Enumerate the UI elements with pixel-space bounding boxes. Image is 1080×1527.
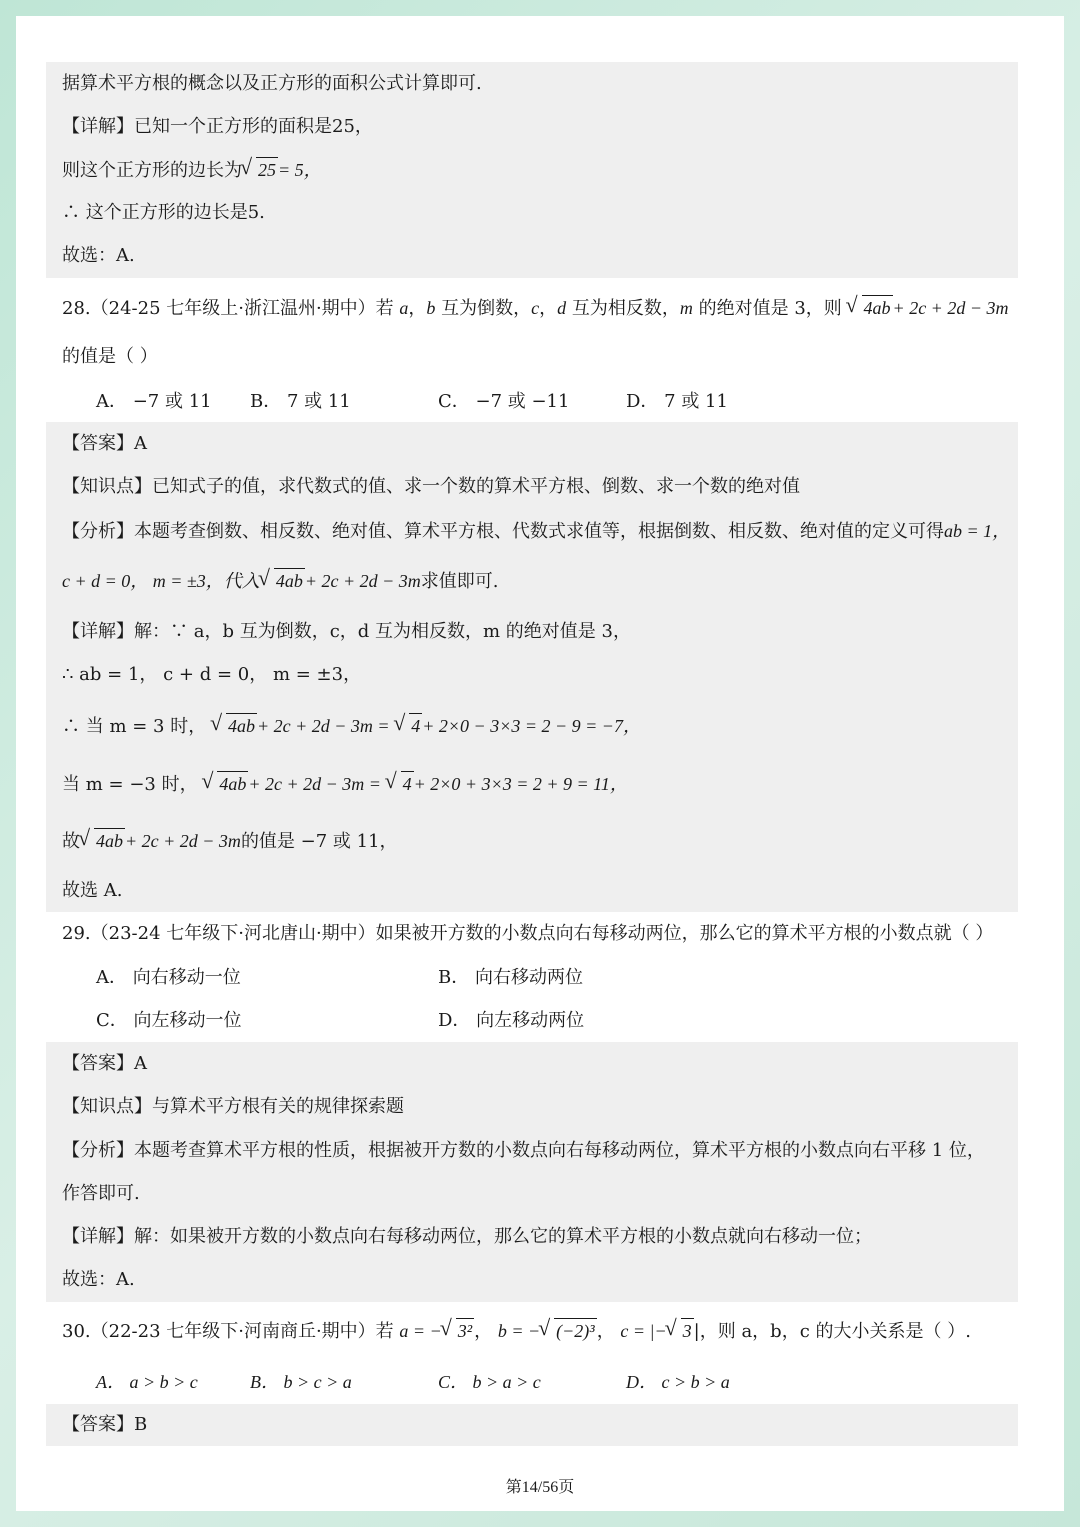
text-span: 则这个正方形的边长为 (62, 160, 242, 181)
sqrt-expression (80, 827, 125, 855)
option-b: B． 向右移动两位 (438, 967, 583, 988)
text-span: ， (539, 298, 558, 319)
answer-line: 【答案】A (62, 1053, 147, 1074)
text-span: 互为相反数， (571, 298, 680, 319)
detail-line: ∴ ab = 1， c + d = 0， m = ±3， (62, 664, 362, 685)
text-line: ∴ 这个正方形的边长是5. (62, 202, 265, 223)
knowledge-line: 【知识点】已知式子的值，求代数式的值、求一个数的算术平方根、倒数、求一个数的绝对值 (62, 476, 800, 497)
math-text: + 2c + 2d − 3m (304, 571, 421, 591)
math-text: c = |− (620, 1321, 667, 1341)
solution-block-29 (46, 1042, 1018, 1302)
solution-block-30 (46, 1404, 1018, 1446)
detail-line: 故选：A. (62, 1269, 135, 1290)
knowledge-line: 【知识点】与算术平方根有关的规律探索题 (62, 1096, 404, 1117)
text-span: 28.（24-25 七年级上·浙江温州·期中）若 (62, 298, 394, 319)
text-span: 的绝对值是 3，则 (698, 298, 842, 319)
option-b: B． 7 或 11 (250, 391, 351, 412)
math-text: + 2c + 2d − 3m = (248, 774, 381, 794)
detail-line (62, 712, 641, 741)
math-text: ab = 1， (944, 521, 1011, 541)
analysis-line (62, 517, 1010, 546)
text-span: |，则 a，b，c 的大小关系是（ ）. (693, 1321, 971, 1342)
text-span: 互为倒数， (441, 298, 532, 319)
sqrt-expression (667, 1317, 694, 1345)
math-var: b (426, 298, 436, 318)
radicand: 4ab (94, 828, 125, 853)
math-var: c (531, 298, 540, 318)
math-text: a = − (399, 1321, 442, 1341)
text-line (62, 156, 322, 185)
math-text: + 2c + 2d − 3m (125, 831, 241, 851)
sqrt-expression (260, 567, 305, 595)
detail-line: 【详解】解：∵ a，b 互为倒数，c，d 互为相反数，m 的绝对值是 3， (62, 621, 631, 642)
text-span: ， (408, 298, 427, 319)
option-c: C． −7 或 −11 (438, 391, 570, 412)
question-28-stem-cont: 的值是（ ） (62, 346, 158, 367)
sqrt-expression (442, 1317, 474, 1345)
radicand: 3 (681, 1318, 694, 1343)
radicand: 4ab (226, 713, 257, 738)
math-text: = 5， (278, 160, 322, 180)
answer-line: 【答案】B (62, 1414, 148, 1435)
option-d: D． c > b > a (626, 1372, 730, 1392)
option-d: D． 7 或 11 (626, 391, 728, 412)
detail-line: 故选 A. (62, 880, 123, 901)
option-c: C． b > a > c (438, 1372, 541, 1392)
option-c: C． 向左移动一位 (96, 1010, 242, 1031)
analysis-line: 【分析】本题考查算术平方根的性质，根据被开方数的小数点向右每移动两位，算术平方根的小数点向右平移 1 位， (62, 1140, 985, 1161)
text-span: 30.（22-23 七年级下·河南商丘·期中）若 (62, 1321, 394, 1342)
detail-line (62, 827, 398, 856)
question-28-stem (62, 294, 1008, 323)
question-30-stem (62, 1317, 971, 1346)
math-text: + 2c + 2d − 3m (892, 298, 1009, 318)
radicand: (−2)³ (554, 1318, 597, 1343)
sqrt-expression (395, 712, 422, 740)
answer-line: 【答案】A (62, 433, 147, 454)
analysis-line: 作答即可. (62, 1183, 140, 1204)
sqrt-expression (242, 156, 278, 184)
option-a: A． −7 或 11 (96, 391, 212, 412)
text-span: ， (474, 1321, 493, 1342)
radicand: 4 (409, 713, 422, 738)
math-text: + 2×0 + 3×3 = 2 + 9 = 11， (413, 774, 628, 794)
option-b: B． b > c > a (250, 1372, 352, 1392)
radicand: 25 (256, 157, 278, 182)
sqrt-expression (848, 294, 893, 322)
math-text: c + d = 0， m = ±3，代入 (62, 571, 260, 591)
text-span: 故 (62, 831, 80, 852)
option-a: A． a > b > c (96, 1372, 198, 1392)
radicand: 3² (456, 1318, 474, 1343)
analysis-line (62, 567, 498, 596)
text-line: 【详解】已知一个正方形的面积是25， (62, 116, 373, 137)
radicand: 4ab (862, 295, 893, 320)
option-a: A． 向右移动一位 (96, 967, 241, 988)
text-line: 据算术平方根的概念以及正方形的面积公式计算即可. (62, 73, 482, 94)
text-span: 【分析】本题考查倒数、相反数、绝对值、算术平方根、代数式求值等，根据倒数、相反数、绝对值的定义可得 (62, 521, 944, 542)
radicand: 4ab (217, 771, 248, 796)
detail-line (62, 770, 628, 799)
text-span: 求值即可. (420, 571, 499, 592)
math-text: b = − (497, 1321, 541, 1341)
question-29-stem: 29.（23-24 七年级下·河北唐山·期中）如果被开方数的小数点向右每移动两位，那么它的算术平方根的小数点就（ ） (62, 923, 994, 944)
math-var: m (679, 298, 693, 318)
radicand: 4 (401, 771, 414, 796)
option-d: D． 向左移动两位 (438, 1010, 585, 1031)
math-var: d (557, 298, 567, 318)
text-span: 的值是 −7 或 11， (240, 831, 398, 852)
text-span: ∴ 当 m = 3 时， (62, 716, 207, 737)
sqrt-expression (212, 712, 257, 740)
page-number: 第14/56页 (505, 1479, 575, 1496)
math-text: + 2×0 − 3×3 = 2 − 9 = −7， (422, 716, 641, 736)
detail-line: 【详解】解：如果被开方数的小数点向右每移动两位，那么它的算术平方根的小数点就向右移动一位； (62, 1226, 872, 1247)
sqrt-expression (387, 770, 414, 798)
text-span: ， (596, 1321, 615, 1342)
text-span: 当 m = −3 时， (62, 774, 198, 795)
math-var: a (399, 298, 409, 318)
math-text: + 2c + 2d − 3m = (256, 716, 390, 736)
text-line: 故选：A. (62, 245, 135, 266)
radicand: 4ab (274, 568, 305, 593)
sqrt-expression (203, 770, 248, 798)
cube-root-expression (540, 1317, 597, 1345)
